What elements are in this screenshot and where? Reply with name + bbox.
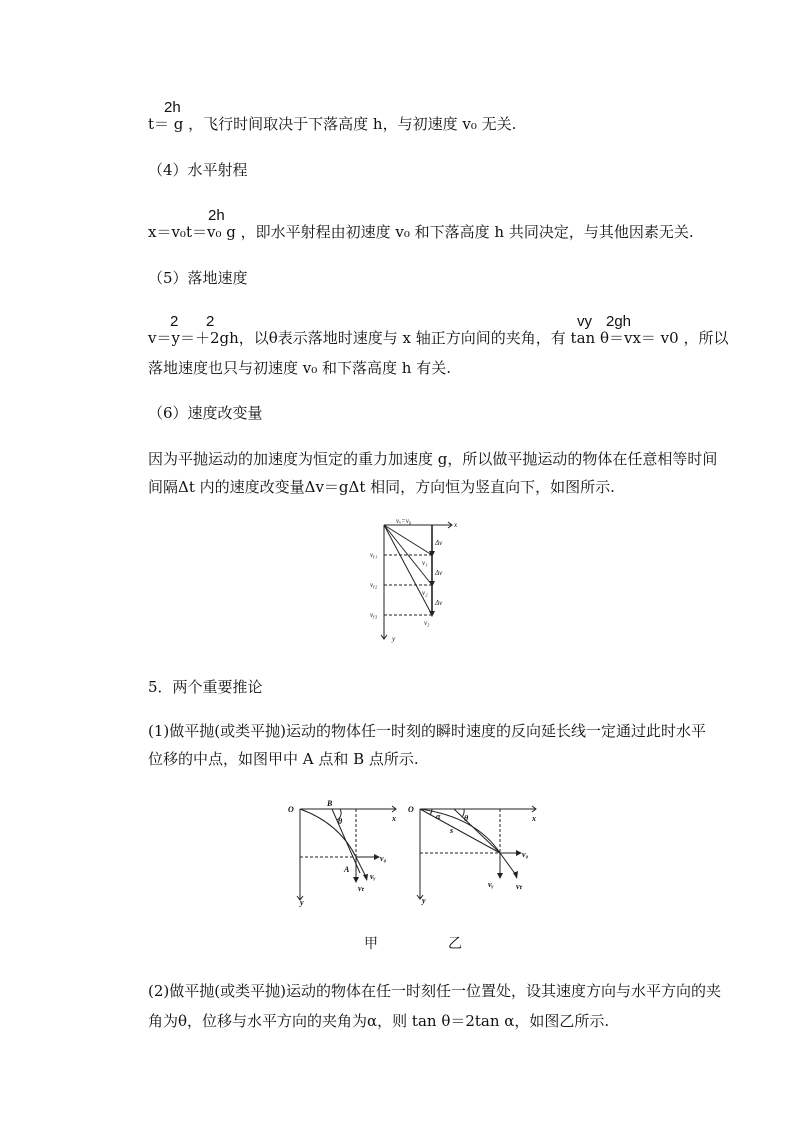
vy3-label: vᵧ₃ (370, 611, 378, 619)
vx-label: vₓ=v₀ (396, 517, 412, 525)
figure-yi (404, 795, 542, 907)
section-heading: （4）水平射程 (148, 161, 248, 179)
section-heading: 5．两个重要推论 (148, 678, 263, 696)
s-label: s (450, 826, 454, 835)
fraction-numerator: 2h (208, 207, 225, 224)
fraction-numerator: 2gh (606, 313, 632, 330)
vt-label: vₜ (516, 882, 522, 891)
vy-label: vᵧ (488, 880, 494, 889)
v0-label: v₀ (522, 850, 529, 859)
fraction-numerator: 2h (164, 99, 181, 116)
vy-label: vᵧ (370, 872, 376, 881)
superscript: 2 (206, 313, 215, 330)
section-heading: （6）速度改变量 (148, 404, 263, 422)
point-a-label: A (344, 865, 350, 874)
x-axis-label: x (392, 814, 396, 823)
point-b-label: B (327, 799, 333, 808)
paragraph-line: 间隔Δt 内的速度改变量Δv＝gΔt 相同，方向恒为竖直向下，如图所示. (148, 478, 615, 496)
y-axis-label: y (392, 635, 396, 643)
paragraph-line: (2)做平抛(或类平抛)运动的物体在任一时刻任一位置处，设其速度方向与水平方向的夹 (148, 982, 721, 1000)
delta-v-label: Δv (435, 569, 443, 577)
paragraph-line: 因为平抛运动的加速度为恒定的重力加速度 g，所以做平抛运动的物体在任意相等时间 (148, 450, 718, 468)
vy1-label: vᵧ₁ (370, 551, 378, 559)
vy2-label: vᵧ₂ (370, 581, 378, 589)
delta-v-label: Δv (435, 539, 443, 547)
paragraph-line: 角为θ，位移与水平方向的夹角为α，则 tan θ＝2tan α，如图乙所示. (148, 1012, 610, 1030)
v1-label: v₁ (422, 559, 428, 567)
x-axis-label: x (454, 521, 458, 529)
figure-jia (284, 795, 402, 907)
paragraph-line: t＝ g ，飞行时间取决于下落高度 h，与初速度 v₀ 无关. (148, 115, 517, 133)
superscript: 2 (170, 313, 179, 330)
caption-jia: 甲 (364, 936, 378, 952)
paragraph-line: (1)做平抛(或类平抛)运动的物体任一时刻的瞬时速度的反向延长线一定通过此时水平 (148, 722, 706, 740)
paragraph-line: 位移的中点，如图甲中 A 点和 B 点所示. (148, 750, 419, 768)
caption-yi: 乙 (448, 936, 462, 952)
theta-label: θ (464, 814, 469, 823)
y-axis-label: y (422, 896, 426, 905)
paragraph-line: x＝v₀t＝v₀ g ，即水平射程由初速度 v₀ 和下落高度 h 共同决定，与其他因素无关. (148, 223, 694, 241)
x-axis-label: x (532, 814, 536, 823)
paragraph-line: 落地速度也只与初速度 v₀ 和下落高度 h 有关. (148, 359, 451, 377)
y-axis-label: y (300, 898, 304, 907)
theta-label: θ (338, 817, 343, 826)
v0-label: v₀ (380, 854, 387, 863)
velocity-change-figure (366, 515, 466, 650)
origin-label: O (408, 805, 414, 814)
fraction-numerator: vy (577, 313, 592, 330)
alpha-label: α (436, 812, 441, 821)
vt-label: vₜ (358, 884, 364, 893)
section-heading: （5）落地速度 (148, 269, 248, 287)
delta-v-label: Δv (435, 599, 443, 607)
v3-label: v₃ (424, 619, 430, 627)
paragraph-line: v＝y＝＋2gh，以θ表示落地时速度与 x 轴正方向间的夹角，有 tan θ＝vx＝ v0 ，所以 (148, 329, 729, 347)
origin-label: O (288, 805, 294, 814)
v2-label: v₂ (422, 589, 428, 597)
